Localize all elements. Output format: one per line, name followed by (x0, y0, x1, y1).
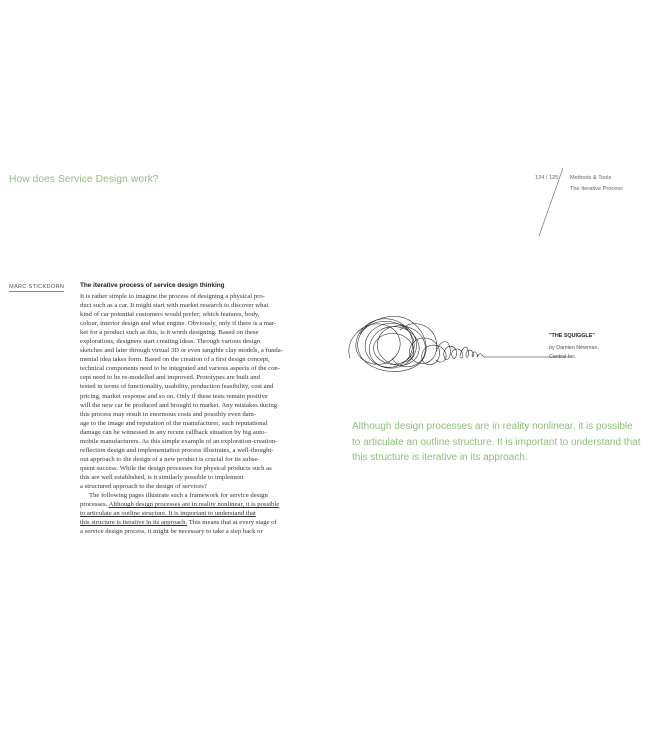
author-tag: MARC STICKDORN (9, 284, 65, 290)
body-line: It is rather simple to imagine the process of designing a physical pro- (80, 293, 265, 300)
body-line: pricing, market response and so on. Only if these tests remain positive (80, 392, 268, 400)
body-line: this process may result in enormous costs and possibly even dam- (80, 410, 257, 418)
body-line: mental idea takes form. Based on the creation of a first design concept, (80, 356, 270, 364)
article-heading: The iterative process of service design thinking (80, 282, 225, 289)
underlined-text: this structure is iterative in its approach. (80, 519, 188, 527)
underlined-text: Although design processes are in reality nonlinear, it is possible (108, 501, 280, 509)
body-line: mobile manufacturers. As this simple example of an exploration-creation- (80, 437, 278, 445)
body-line: damage can be witnessed in any recent callback situation by big auto- (80, 428, 267, 436)
article-body (80, 292, 296, 536)
chapter-title: How does Service Design work? (9, 174, 159, 185)
body-line (80, 500, 296, 509)
pull-quote-line: to articulate an outline structure. It is important to understand that (352, 436, 641, 448)
figure-credit: by Damien Newman, (549, 345, 600, 351)
body-line: technical components need to be integrated and various aspects of the con- (80, 365, 280, 373)
body-line: quent success. While the design processes for physical products such as (80, 464, 272, 472)
body-text-segment: processes. (80, 501, 109, 509)
pull-quote (352, 419, 642, 466)
pull-quote-line: Although design processes are in reality nonlinear, it is possible (352, 421, 633, 432)
section-name: Methods & Tools (570, 175, 612, 181)
figure-title: "THE SQUIGGLE" (549, 333, 595, 339)
body-line: a service design process, it might be necessary to take a step back or (80, 528, 263, 536)
body-line: will the new car be produced and brought to market. Any mistakes during (80, 401, 278, 409)
body-line: The following pages illustrate such a framework for service design (89, 492, 268, 500)
squiggle-illustration (340, 300, 580, 380)
body-line: explorations, designers start creating ideas. Through various design (80, 338, 261, 346)
page-numbers: 124 / 125 (535, 175, 559, 181)
body-line: sketches and later through virtual 3D or even tangible clay models, a funda- (80, 347, 283, 355)
body-line: reflection design and implementation process illustrates, a well-thought- (80, 446, 274, 454)
figure-credit-company: Central Inc. (549, 354, 577, 360)
body-line: a structured approach to the design of services? (80, 482, 207, 490)
body-line: out approach to the design of a new product is crucial for its subse- (80, 455, 260, 463)
body-line: ket for a product such as this, is it worth designing. Based on these (80, 329, 259, 337)
body-line: duct such as a car. It might start with market research to discover what (80, 302, 269, 310)
body-line: age to the image and reputation of the manufacturer, such reputational (80, 419, 268, 427)
pull-quote-line: this structure is iterative in its approach. (352, 452, 528, 464)
body-line: colour, interior design and what engine. Obviously, only if there is a mar- (80, 320, 277, 328)
subsection-name: The Iterative Process (570, 186, 623, 192)
body-line: cept need to be re-modelled and improved. Prototypes are built and (80, 374, 260, 382)
body-line: kind of car potential customers would prefer; which features, body, (80, 311, 260, 319)
body-line (80, 518, 296, 527)
body-line (80, 509, 296, 518)
underlined-text: to articulate an outline structure. It is important to understand that (80, 510, 256, 518)
paragraph-1 (80, 292, 296, 491)
body-line: tested in terms of functionality, usability, production feasibility, cost and (80, 383, 274, 391)
body-line: this are well established, is it similarly possible to implement (80, 473, 244, 481)
body-text-segment: This means that at every stage of (187, 519, 277, 527)
